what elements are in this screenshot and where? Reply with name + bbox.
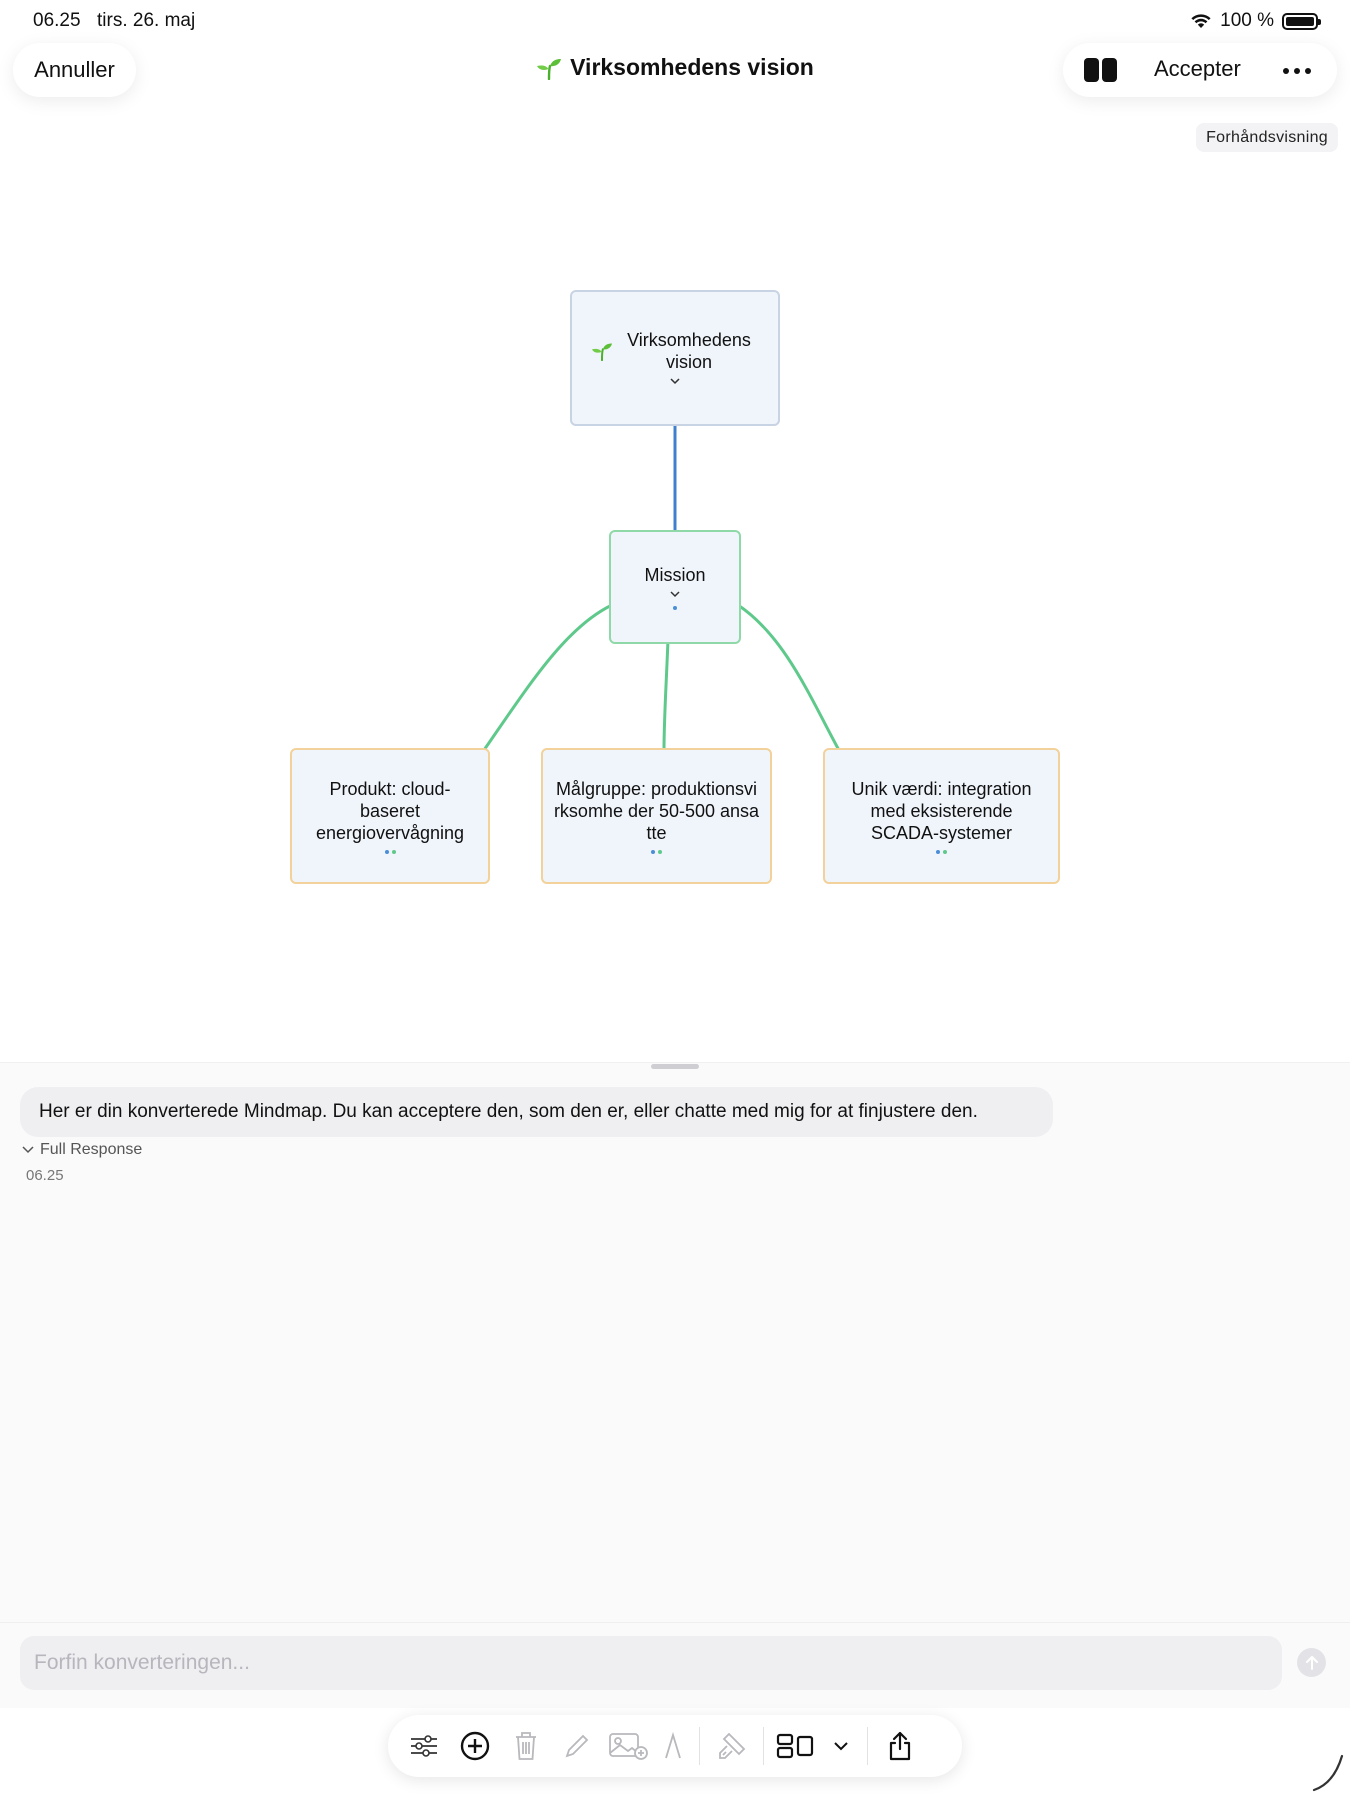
insert-image-button[interactable] xyxy=(602,1721,653,1771)
share-icon xyxy=(887,1730,913,1762)
mission-node-label: Mission xyxy=(644,565,706,585)
layout-dropdown-button[interactable] xyxy=(821,1721,861,1771)
cancel-button[interactable]: Annuller xyxy=(13,43,136,97)
delete-button[interactable] xyxy=(500,1721,551,1771)
layout-button[interactable] xyxy=(770,1721,821,1771)
child-indicator xyxy=(936,850,947,854)
format-brush-button[interactable] xyxy=(706,1721,757,1771)
child-indicator xyxy=(651,850,662,854)
message-time: 06.25 xyxy=(26,1167,64,1184)
child-node-label: Målgruppe: produktionsvirksomhe der 50-500 ansatte xyxy=(553,779,760,843)
chat-panel xyxy=(0,1062,1350,1707)
sprout-icon xyxy=(591,341,613,361)
layout-icon xyxy=(776,1732,816,1760)
edit-button[interactable] xyxy=(551,1721,602,1771)
arrow-up-icon xyxy=(1305,1655,1319,1671)
mindmap-mission-node[interactable] xyxy=(609,530,741,644)
chevron-down-icon xyxy=(833,1741,849,1751)
preview-badge[interactable]: Forhåndsvisning xyxy=(1196,123,1338,152)
send-button[interactable] xyxy=(1297,1648,1326,1677)
sliders-icon xyxy=(410,1734,438,1758)
chevron-down-icon xyxy=(22,1145,34,1155)
full-response-toggle[interactable] xyxy=(22,1141,142,1159)
child-node-label: Produkt: cloud-baseret energiovervågning xyxy=(315,779,465,843)
panel-grabber[interactable] xyxy=(651,1064,699,1069)
bottom-toolbar xyxy=(388,1715,962,1777)
share-button[interactable] xyxy=(874,1721,925,1771)
mindmap-child-node[interactable] xyxy=(823,748,1060,884)
toolbar-separator xyxy=(867,1727,868,1765)
add-circle-icon xyxy=(460,1731,490,1761)
status-time: 06.25 xyxy=(33,10,81,31)
pencil-stroke-icon[interactable] xyxy=(1312,1752,1346,1792)
trash-icon xyxy=(514,1731,538,1761)
mindmap-child-node[interactable] xyxy=(290,748,490,884)
mindmap-root-node[interactable] xyxy=(570,290,780,426)
full-response-label: Full Response xyxy=(40,1141,143,1158)
child-node-label: Unik værdi: integration med eksisterende SCADA-systemer xyxy=(851,779,1032,843)
chat-input[interactable] xyxy=(20,1636,1282,1690)
toolbar-separator xyxy=(699,1727,700,1765)
child-indicator xyxy=(673,606,677,610)
add-image-icon xyxy=(608,1731,648,1761)
root-node-label: Virksomhedens vision xyxy=(627,330,751,372)
chevron-down-icon[interactable] xyxy=(669,375,681,387)
toolbar-separator xyxy=(763,1727,764,1765)
mission-child1-link xyxy=(470,605,612,770)
add-node-button[interactable] xyxy=(449,1721,500,1771)
status-date: tirs. 26. maj xyxy=(97,10,196,31)
mission-child2-link xyxy=(664,640,668,750)
text-style-button[interactable] xyxy=(653,1721,693,1771)
format-brush-icon xyxy=(717,1731,747,1761)
sliders-button[interactable] xyxy=(398,1721,449,1771)
pencil-icon xyxy=(564,1733,590,1759)
text-style-icon xyxy=(663,1732,683,1760)
assistant-message: Her er din konverterede Mindmap. Du kan acceptere den, som den er, eller chatte med mig for at finjustere den. xyxy=(20,1087,1053,1137)
battery-percent: 100 % xyxy=(1220,10,1274,31)
page-title: Virksomhedens vision xyxy=(570,54,814,80)
mission-child3-link xyxy=(738,605,850,770)
chevron-down-icon[interactable] xyxy=(669,588,681,600)
child-indicator xyxy=(385,850,396,854)
mindmap-child-node[interactable] xyxy=(541,748,772,884)
accept-button[interactable]: Accepter xyxy=(1154,56,1241,81)
